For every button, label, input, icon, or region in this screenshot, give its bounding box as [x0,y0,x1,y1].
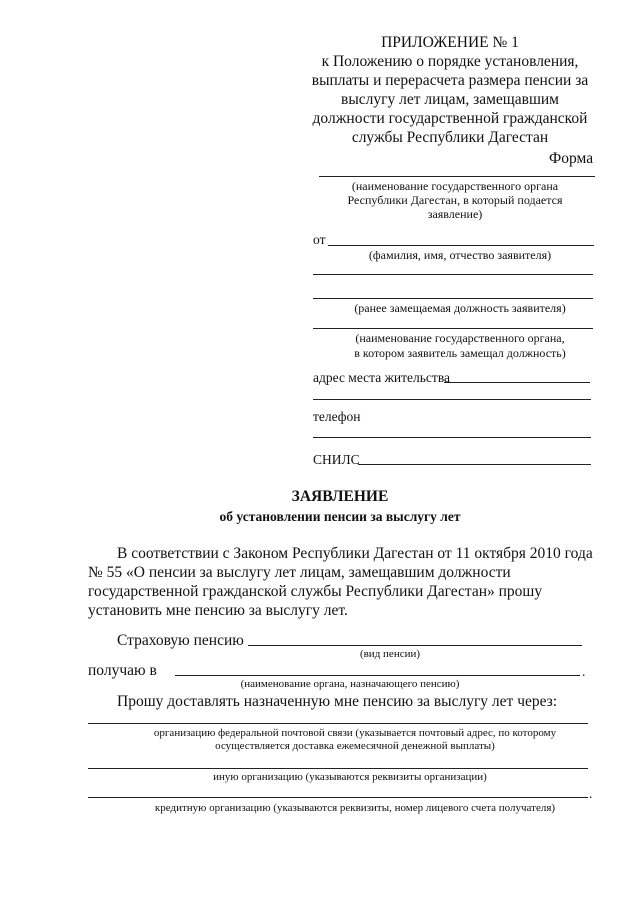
insurance-label: Страховую пенсию [117,632,244,649]
prev-organ-hint-1: (наименование государственного органа, [355,331,565,345]
appendix-line-5: службы Республики Дагестан [351,129,549,146]
appendix-line-4: должности государственной гражданской [312,110,588,127]
applicant-name-hint: (фамилия, имя, отчество заявителя) [368,248,552,262]
assigning-organ-hint: (наименование органа, назначающего пенсию) [240,678,460,690]
pension-type-hint: (вид пенсии) [359,648,421,660]
other-org-hint: иную организацию (указываются реквизиты организации) [213,771,487,783]
delivery-label: Прошу доставлять назначенную мне пенсию за выслугу лет через: [117,693,558,710]
receive-label: получаю в [88,662,157,679]
credit-org-hint: кредитную организацию (указываются реквизиты, номер лицевого счета получателя) [154,802,556,814]
phone-label: телефон [313,409,361,424]
document-title: ЗАЯВЛЕНИЕ [291,488,389,505]
snils-label: СНИЛС [313,452,360,467]
snils-field[interactable] [358,464,591,465]
applicant-name-field[interactable] [328,245,594,246]
appendix-line-3: выслугу лет лицам, замещавшим [341,91,559,108]
organ-field[interactable] [319,176,595,177]
organ-hint-3: заявление) [427,207,483,221]
document-subtitle: об установлении пенсии за выслугу лет [219,509,461,524]
address-field-2[interactable] [313,399,591,400]
position-hint: (ранее замещаемая должность заявителя) [354,301,566,315]
pension-type-field[interactable] [248,645,582,646]
receive-dot: . [582,664,586,679]
post-office-field[interactable] [88,723,588,724]
body-line-4: установить мне пенсию за выслугу лет. [88,602,348,619]
body-line-2: № 55 «О пенсии за выслугу лет лицам, замещавшим должности [88,564,511,581]
form-label: Форма [549,150,594,167]
address-label: адрес места жительства [313,370,451,385]
post-office-hint-2: осуществляется доставка ежемесячной денежной выплаты) [215,740,495,752]
credit-org-dot: . [589,786,593,801]
prev-organ-field[interactable] [313,328,593,329]
organ-hint-1: (наименование государственного органа [351,179,559,193]
assigning-organ-field[interactable] [175,675,580,676]
address-field[interactable] [444,382,590,383]
appendix-line-1: к Положению о порядке установления, [321,53,579,70]
prev-organ-hint-2: в котором заявитель замещал должность) [354,346,566,360]
appendix-line-2: выплаты и перерасчета размера пенсии за [311,72,589,89]
from-label: от [313,232,326,247]
body-line-3: государственной гражданской службы Республики Дагестан» прошу [88,583,543,600]
appendix-title: ПРИЛОЖЕНИЕ № 1 [381,34,519,51]
credit-org-field[interactable] [88,797,588,798]
organ-hint-2: Республики Дагестан, в который подается [347,193,563,207]
phone-field[interactable] [313,437,591,438]
body-line-1: В соответствии с Законом Республики Дагестан от 11 октября 2010 года [117,545,593,562]
post-office-hint-1: организацию федеральной почтовой связи (указывается почтовый адрес, по которому [153,727,557,739]
position-field[interactable] [313,298,593,299]
applicant-name-field-2[interactable] [313,274,593,275]
other-org-field[interactable] [88,768,588,769]
